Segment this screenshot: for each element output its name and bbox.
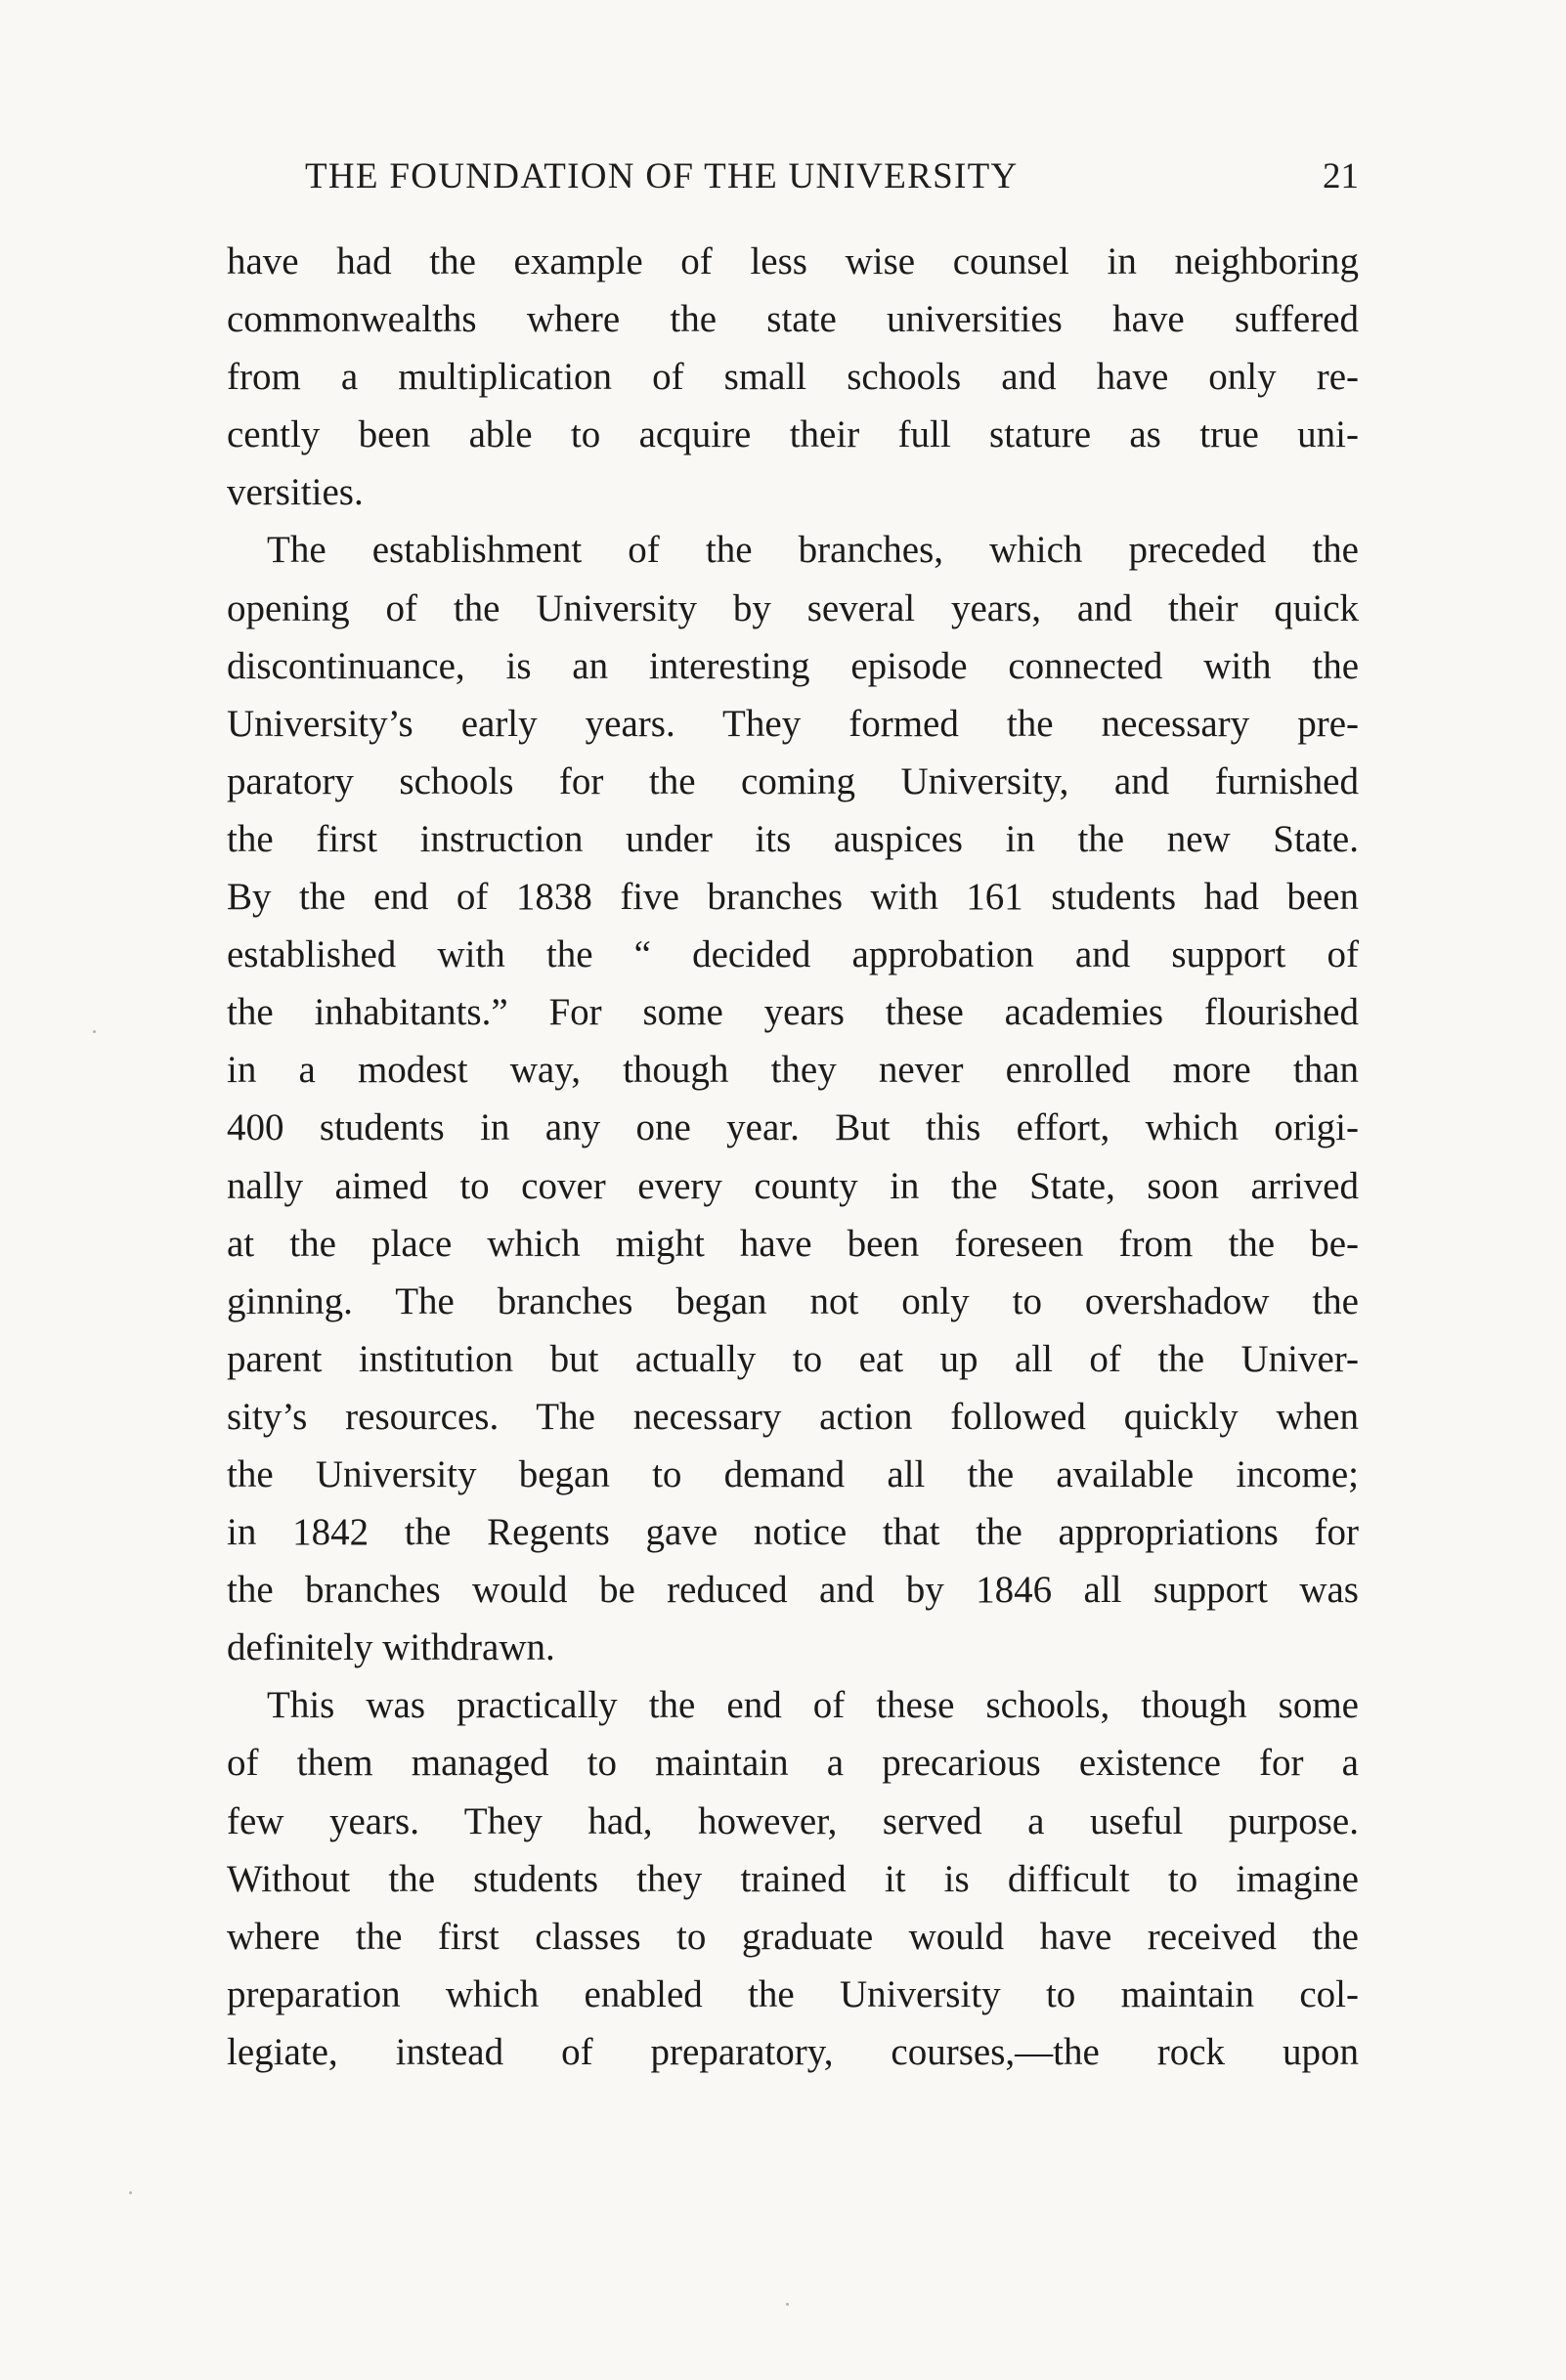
text-line: commonwealths where the state universities have suffered (227, 298, 1359, 341)
paragraph-start-line: The establishment of the branches, which preceded the (267, 529, 1359, 572)
page-header (227, 148, 1359, 206)
text-line: nally aimed to cover every county in the State, soon arrived (227, 1164, 1359, 1207)
body-text (227, 233, 1359, 2081)
running-title: THE FOUNDATION OF THE UNIVERSITY (305, 156, 1019, 196)
text-line: legiate, instead of preparatory, courses,—the rock upon (227, 2030, 1359, 2073)
text-line: the University began to demand all the available income; (227, 1452, 1359, 1495)
paper-speck (786, 2303, 789, 2306)
text-line: cently been able to acquire their full stature as true uni- (227, 413, 1359, 456)
text-line: Without the students they trained it is difficult to imagine (227, 1857, 1359, 1900)
text-line: the first instruction under its auspices in the new State. (227, 817, 1359, 860)
text-line: in a modest way, though they never enrolled more than (227, 1049, 1359, 1092)
text-line: ginning. The branches began not only to overshadow the (227, 1279, 1359, 1322)
paper-speck (93, 1030, 96, 1033)
text-line: opening of the University by several years, and their quick (227, 586, 1359, 629)
text-line: where the first classes to graduate would have received the (227, 1915, 1359, 1958)
text-line: of them managed to maintain a precarious existence for a (227, 1742, 1359, 1785)
page-number: 21 (1323, 156, 1359, 196)
text-line: versities. (227, 471, 364, 514)
text-line: By the end of 1838 five branches with 161 students had been (227, 876, 1359, 919)
text-line: University’s early years. They formed the necessary pre- (227, 702, 1359, 745)
text-line: 400 students in any one year. But this effort, which origi- (227, 1106, 1359, 1149)
text-line: definitely withdrawn. (227, 1626, 555, 1669)
text-line: at the place which might have been foreseen from the be- (227, 1222, 1359, 1265)
text-line: few years. They had, however, served a useful purpose. (227, 1799, 1359, 1842)
text-line: established with the “ decided approbation and support of (227, 933, 1359, 976)
text-line: paratory schools for the coming University, and furnished (227, 759, 1359, 802)
text-line: parent institution but actually to eat up all of the Univer- (227, 1337, 1359, 1380)
text-line: from a multiplication of small schools and have only re- (227, 356, 1359, 399)
paragraph-start-line: This was practically the end of these schools, though some (267, 1684, 1359, 1727)
text-line: discontinuance, is an interesting episode connected with the (227, 644, 1359, 687)
text-line: in 1842 the Regents gave notice that the appropriations for (227, 1511, 1359, 1554)
text-line: preparation which enabled the University to maintain col- (227, 1972, 1359, 2015)
text-line: the branches would be reduced and by 1846 all support was (227, 1569, 1359, 1612)
paper-speck (129, 2191, 132, 2194)
text-line: sity’s resources. The necessary action followed quickly when (227, 1395, 1359, 1438)
text-line: have had the example of less wise counsel in neighboring (227, 240, 1359, 282)
text-line: the inhabitants.” For some years these academies flourished (227, 991, 1359, 1034)
